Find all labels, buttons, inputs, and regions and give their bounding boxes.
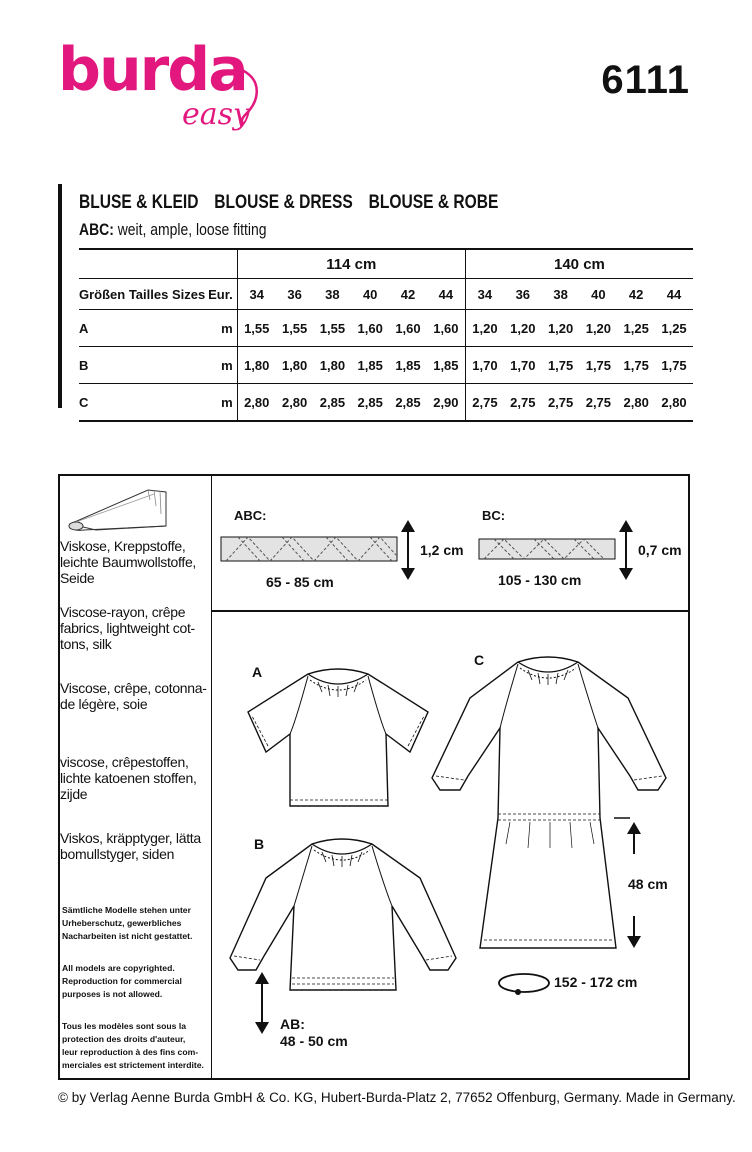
text-line: protection des droits d'auteur, [62, 1034, 186, 1044]
table-cell: 1,60 [389, 310, 427, 347]
table-cell: 1,60 [427, 310, 466, 347]
size-cell: 34 [465, 279, 504, 310]
title-en: BLOUSE & DRESS [214, 192, 353, 213]
size-cell: 36 [504, 279, 542, 310]
size-header: Größen Tailles Sizes [79, 279, 205, 310]
length-arrow-icon [252, 970, 272, 1036]
title-de: BLUSE & KLEID [79, 192, 199, 213]
fit-description [79, 220, 266, 240]
yardage-table [79, 248, 693, 422]
header-bar [58, 184, 62, 408]
text-line: tons, silk [60, 636, 112, 652]
view-b-label: B [254, 836, 265, 852]
table-row [79, 384, 693, 422]
blouse-length-value: 48 - 50 cm [280, 1033, 348, 1049]
text-line: merciales est strictement interdite. [62, 1060, 204, 1070]
text-line: viscose, crêpestoffen, [60, 754, 189, 770]
copyright-en [62, 962, 210, 1001]
pattern-title [79, 192, 510, 214]
table-cell: 2,85 [351, 384, 389, 422]
interfacing-abc-length: 65 - 85 cm [266, 574, 334, 590]
size-cell: 38 [542, 279, 580, 310]
table-cell: 2,80 [655, 384, 693, 422]
text-line: Viscose, crêpe, cotonna- [60, 680, 207, 696]
size-cell: 40 [351, 279, 389, 310]
text-line: Tous les modèles sont sous la [62, 1021, 187, 1031]
view-label: B [79, 347, 205, 384]
table-cell: 1,60 [351, 310, 389, 347]
table-cell: 1,80 [314, 347, 352, 384]
title-fr: BLOUSE & ROBE [368, 192, 499, 213]
table-cell: 1,70 [465, 347, 504, 384]
text-line: fabrics, lightweight cot- [60, 620, 195, 636]
table-cell: 1,55 [237, 310, 276, 347]
table-cell: 1,70 [504, 347, 542, 384]
table-cell: 2,85 [314, 384, 352, 422]
table-cell: 1,80 [237, 347, 276, 384]
size-cell: 44 [427, 279, 466, 310]
table-cell: 1,75 [617, 347, 655, 384]
text-line: Sämtliche Modelle stehen unter [62, 905, 191, 915]
table-cell: 1,55 [276, 310, 314, 347]
text-line: All models are copyrighted. [62, 963, 175, 973]
width-arrow-icon [616, 518, 636, 582]
text-line: leichte Baumwollstoffe, [60, 554, 197, 570]
text-line: Seide [60, 570, 95, 586]
fabric-de [60, 538, 196, 586]
table-cell: 1,20 [579, 310, 617, 347]
view-label: C [79, 384, 205, 422]
fit-text: weit, ample, loose fitting [117, 220, 267, 239]
text-line: Reproduction for commercial [62, 976, 182, 986]
dress-length-value: 48 cm [628, 876, 668, 892]
fabric-bolt-icon [66, 480, 170, 534]
text-line: Viskos, kräpptyger, lätta [60, 830, 201, 846]
brand-logo-sub: easy [182, 97, 250, 132]
view-c-label: C [474, 652, 485, 668]
text-line: de légère, soie [60, 696, 148, 712]
interfacing-bc-label: BC: [482, 508, 506, 523]
fabric-nl [60, 754, 197, 802]
table-cell: 2,90 [427, 384, 466, 422]
table-cell: 1,20 [465, 310, 504, 347]
size-cell: 42 [617, 279, 655, 310]
eur-label: Eur. [205, 279, 237, 310]
interfacing-bc-length: 105 - 130 cm [498, 572, 582, 588]
table-row [79, 347, 693, 384]
unit-label: m [205, 310, 237, 347]
fit-prefix: ABC: [79, 220, 114, 239]
table-cell: 1,80 [276, 347, 314, 384]
table-cell: 2,75 [579, 384, 617, 422]
table-cell: 2,75 [465, 384, 504, 422]
interfacing-strip-abc [220, 533, 400, 567]
copyright-fr [62, 1020, 210, 1072]
text-line: purposes is not allowed. [62, 989, 163, 999]
size-cell: 40 [579, 279, 617, 310]
table-cell: 2,75 [542, 384, 580, 422]
text-line: Urheberschutz, gewerbliches [62, 918, 182, 928]
brand-logo: burda [58, 35, 247, 105]
width-114: 114 cm [237, 249, 465, 279]
size-cell: 36 [276, 279, 314, 310]
table-cell: 1,55 [314, 310, 352, 347]
table-cell: 2,75 [504, 384, 542, 422]
unit-label: m [205, 347, 237, 384]
fabric-column [58, 474, 212, 1080]
size-cell: 38 [314, 279, 352, 310]
table-cell: 1,20 [542, 310, 580, 347]
copyright-de [62, 904, 210, 943]
blouse-length-label: AB: [280, 1016, 305, 1032]
text-line: Viscose-rayon, crêpe [60, 604, 186, 620]
size-cell: 34 [237, 279, 276, 310]
view-label: A [79, 310, 205, 347]
unit-label: m [205, 384, 237, 422]
text-line: lichte katoenen stoffen, [60, 770, 197, 786]
size-cell: 44 [655, 279, 693, 310]
table-cell: 2,85 [389, 384, 427, 422]
view-a-label: A [252, 664, 263, 680]
text-line: Nacharbeiten ist nicht gestattet. [62, 931, 193, 941]
elastic-loop-icon [496, 970, 552, 996]
table-cell: 1,85 [389, 347, 427, 384]
interfacing-strip-bc [478, 533, 618, 567]
table-cell: 1,85 [351, 347, 389, 384]
table-row [79, 310, 693, 347]
table-cell: 2,80 [237, 384, 276, 422]
width-140: 140 cm [465, 249, 693, 279]
size-row [79, 279, 693, 310]
table-cell: 2,80 [276, 384, 314, 422]
interfacing-abc-width: 1,2 cm [420, 542, 464, 558]
text-line: Viskose, Kreppstoffe, [60, 538, 186, 554]
interfacing-abc-label: ABC: [234, 508, 267, 523]
width-arrow-icon [398, 518, 418, 582]
table-cell: 1,25 [655, 310, 693, 347]
divider [212, 610, 689, 612]
fabric-fr [60, 680, 207, 712]
table-cell: 1,75 [579, 347, 617, 384]
fabric-width-row [79, 249, 693, 279]
fabric-sv [60, 830, 201, 862]
interfacing-bc-width: 0,7 cm [638, 542, 682, 558]
fabric-en [60, 604, 195, 652]
blouse-a-drawing [238, 660, 438, 816]
table-cell: 1,20 [504, 310, 542, 347]
elastic-length-value: 152 - 172 cm [554, 974, 638, 990]
text-line: bomullstyger, siden [60, 846, 175, 862]
table-cell: 1,25 [617, 310, 655, 347]
text-line: zijde [60, 786, 88, 802]
table-cell: 1,85 [427, 347, 466, 384]
size-cell: 42 [389, 279, 427, 310]
table-cell: 2,80 [617, 384, 655, 422]
table-cell: 1,75 [542, 347, 580, 384]
table-cell: 1,75 [655, 347, 693, 384]
footer-copyright: © by Verlag Aenne Burda GmbH & Co. KG, Hubert-Burda-Platz 2, 77652 Offenburg, Germany. Made in Germany. [58, 1090, 736, 1105]
text-line: leur reproduction à des fins com- [62, 1047, 199, 1057]
pattern-number: 6111 [601, 58, 690, 102]
